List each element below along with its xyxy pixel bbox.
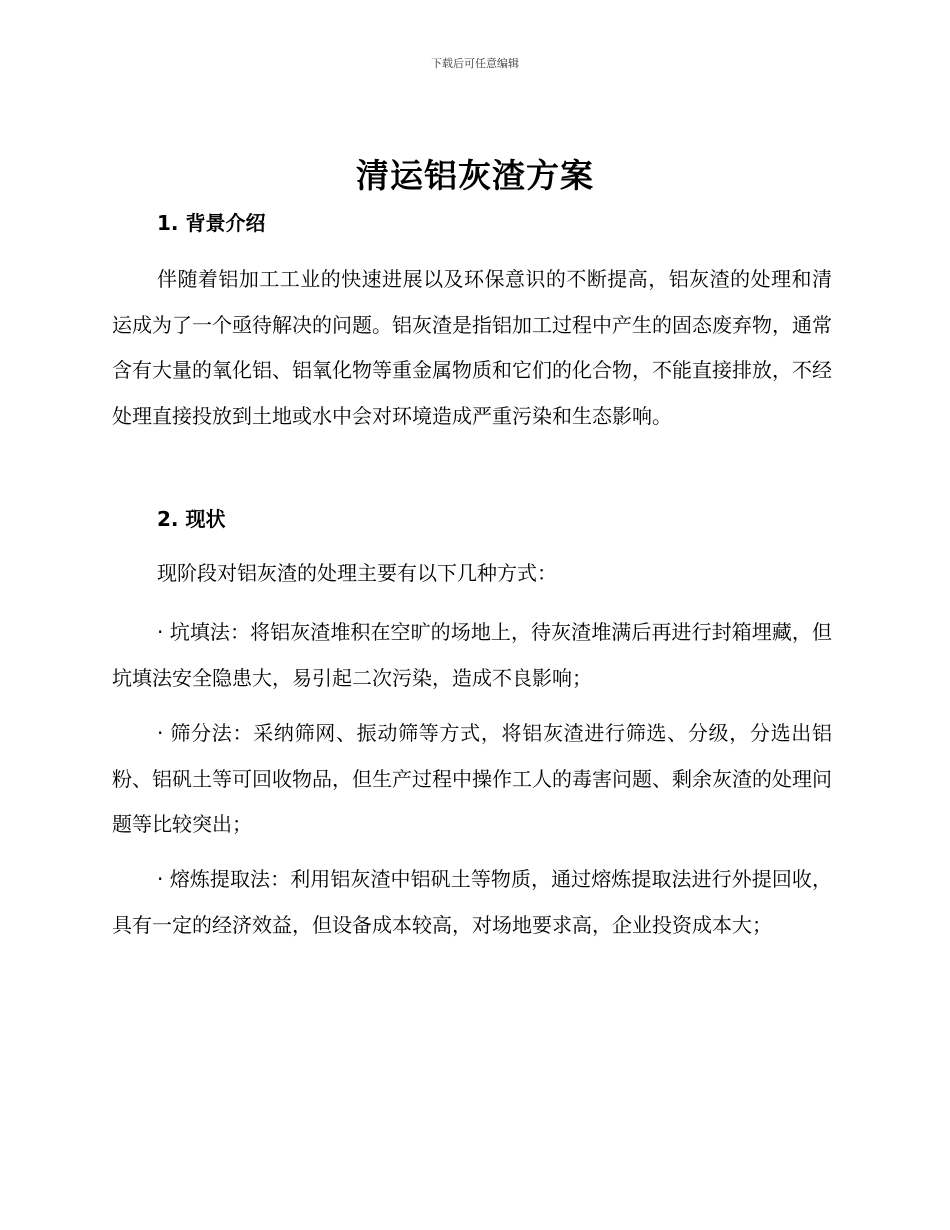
list-item-pit-fill: · 坑填法：将铝灰渣堆积在空旷的场地上，待灰渣堆满后再进行封箱埋藏，但坑填法安全隐患大，易引起二次污染，造成不良影响； <box>112 620 832 690</box>
list-item-screening: · 筛分法：采纳筛网、振动筛等方式，将铝灰渣进行筛选、分级，分选出铝粉、铝矾土等可回收物品，但生产过程中操作工人的毒害问题、剩余灰渣的处理问题等比较突出； <box>112 721 832 836</box>
section-heading-status: 2. 现状 <box>157 507 226 531</box>
list-item-smelting: · 熔炼提取法：利用铝灰渣中铝矾土等物质，通过熔炼提取法进行外提回收，具有一定的经济效益，但设备成本较高，对场地要求高，企业投资成本大； <box>112 867 832 937</box>
section-heading-background: 1. 背景介绍 <box>157 211 266 235</box>
paragraph-status-intro: 现阶段对铝灰渣的处理主要有以下几种方式： <box>157 561 557 585</box>
document-title: 清运铝灰渣方案 <box>356 156 594 195</box>
paragraph-background: 伴随着铝加工工业的快速进展以及环保意识的不断提高，铝灰渣的处理和清运成为了一个亟待解决的问题。铝灰渣是指铝加工过程中产生的固态废弃物，通常含有大量的氧化铝、铝氧化物等重金属物质和它们的化合物，不能直接排放，不经处理直接投放到土地或水中会对环境造成严重污染和生态影响。 <box>112 267 832 428</box>
header-note: 下载后可任意编辑 <box>431 57 519 70</box>
